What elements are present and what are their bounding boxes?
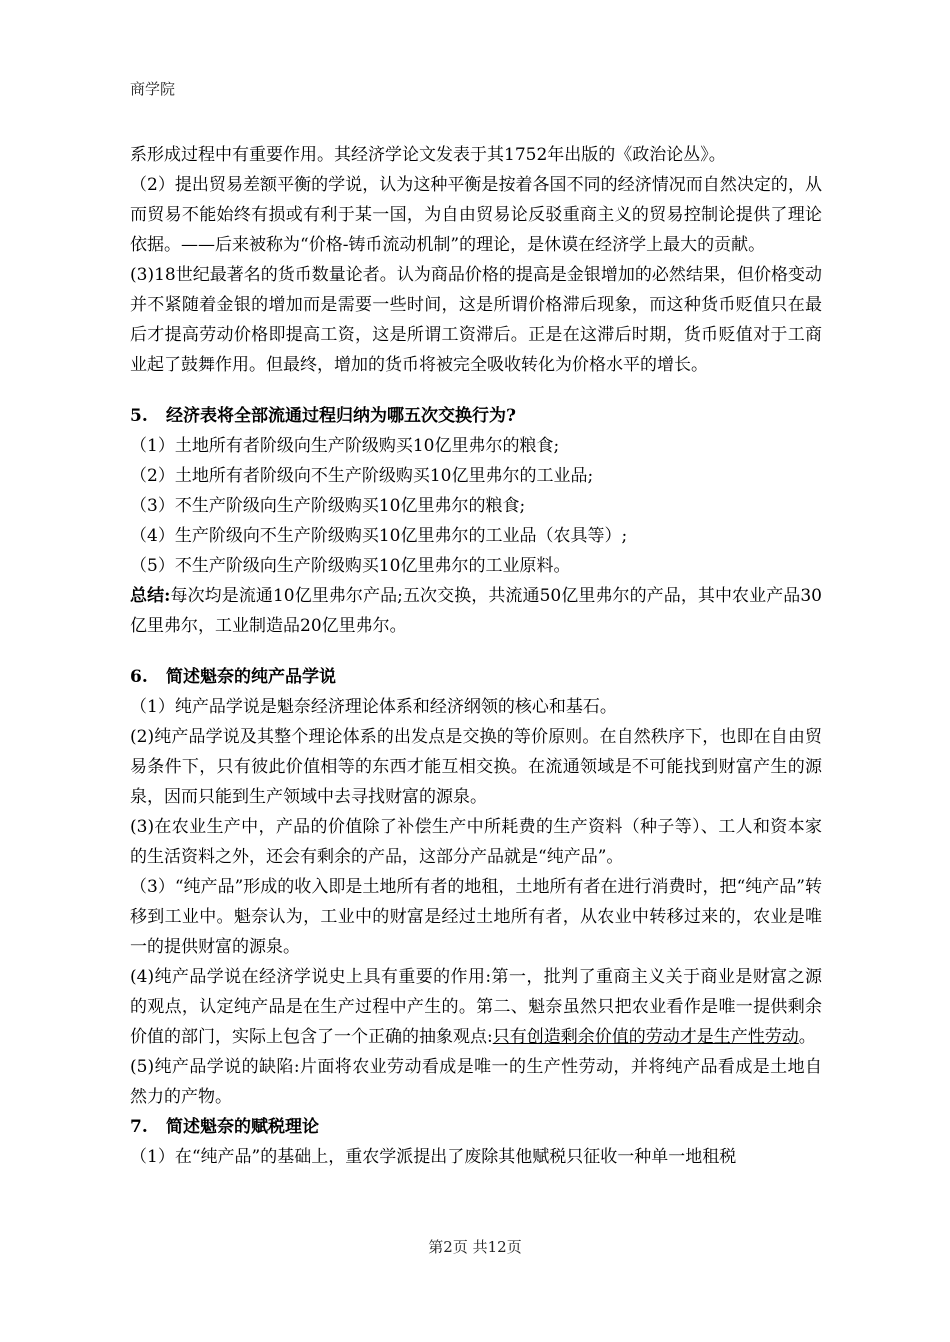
list-item: (3)在农业生产中，产品的价值除了补偿生产中所耗费的生产资料（种子等）、工人和资本家的生活资料之外，还会有剩余的产品，这部分产品就是“纯产品”。	[130, 817, 822, 867]
item-end: 。	[798, 1027, 816, 1047]
summary-label: 总结:	[130, 586, 171, 606]
list-item: (5)纯产品学说的缺陷:片面将农业劳动看成是唯一的生产性劳动，并将纯产品看成是土地自然力的产物。	[130, 1057, 822, 1107]
page-header: 商学院	[130, 80, 176, 98]
list-item: （2）土地所有者阶级向不生产阶级购买10亿里弗尔的工业品;	[130, 466, 594, 486]
list-item: （1）纯产品学说是魁奈经济理论体系和经济纲领的核心和基石。	[130, 697, 617, 717]
paragraph: (3)18世纪最著名的货币数量论者。认为商品价格的提高是金银增加的必然结果，但价格变动并不紧随着金银的增加而是需要一些时间，这是所谓价格滞后现象，而这种货币贬值只在最后才提高劳动价格即提高工资，这是所谓工资滞后。正是在这滞后时期，货币贬值对于工商业起了鼓舞作用。但最终，增加的货币将被完全吸收转化为价格水平的增长。	[130, 265, 822, 375]
paragraph: 系形成过程中有重要作用。其经济学论文发表于其1752年出版的《政治论丛》。	[130, 145, 726, 165]
list-item: （1）在“纯产品”的基础上，重农学派提出了废除其他赋税只征收一种单一地租税	[130, 1147, 737, 1167]
summary-paragraph	[130, 581, 822, 641]
section-heading-6	[130, 662, 822, 692]
list-item: （5）不生产阶级向生产阶级购买10亿里弗尔的工业原料。	[130, 556, 571, 576]
item-text: (4)纯产品学说在经济学说史上具有重要的作用:第一，批判了重商主义关于商业是财富之源的观点，认定纯产品是在生产过程中产生的。第二、魁奈虽然只把农业看作是唯一提供剩余价值的部门，实际上包含了一个正确的抽象观点:	[130, 967, 822, 1047]
paragraph: （2）提出贸易差额平衡的学说，认为这种平衡是按着各国不同的经济情况而自然决定的，从而贸易不能始终有损或有利于某一国，为自由贸易论反驳重商主义的贸易控制论提供了理论依据。——后来被称为“价格-铸币流动机制”的理论，是休谟在经济学上最大的贡献。	[130, 175, 822, 255]
spacer	[130, 641, 822, 662]
list-item: （4）生产阶级向不生产阶级购买10亿里弗尔的工业品（农具等）;	[130, 526, 628, 546]
section-title: 经济表将全部流通过程归纳为哪五次交换行为?	[166, 406, 516, 426]
list-item	[130, 962, 822, 1052]
section-title: 简述魁奈的赋税理论	[166, 1117, 319, 1137]
section-number: 7.	[130, 1117, 148, 1137]
summary-text: 每次均是流通10亿里弗尔产品;五次交换，共流通50亿里弗尔的产品，其中农业产品30亿里弗尔，工业制造品20亿里弗尔。	[130, 586, 822, 636]
document-body	[130, 140, 822, 1172]
section-number: 5.	[130, 406, 148, 426]
list-item: （3）不生产阶级向生产阶级购买10亿里弗尔的粮食;	[130, 496, 526, 516]
section-title: 简述魁奈的纯产品学说	[166, 667, 336, 687]
underlined-text: 只有创造剩余价值的劳动才是生产性劳动	[492, 1027, 799, 1047]
section-heading-7	[130, 1112, 822, 1142]
list-item: （3）“纯产品”形成的收入即是土地所有者的地租，土地所有者在进行消费时，把“纯产品”转移到工业中。魁奈认为，工业中的财富是经过土地所有者，从农业中转移过来的，农业是唯一的提供财富的源泉。	[130, 877, 822, 957]
section-number: 6.	[130, 667, 148, 687]
page-footer: 第2页 共12页	[428, 1238, 522, 1256]
spacer	[130, 380, 822, 401]
list-item: (2)纯产品学说及其整个理论体系的出发点是交换的等价原则。在自然秩序下，也即在自由贸易条件下，只有彼此价值相等的东西才能互相交换。在流通领域是不可能找到财富产生的源泉，因而只能到生产领域中去寻找财富的源泉。	[130, 727, 822, 807]
section-heading-5	[130, 401, 822, 431]
list-item: （1）土地所有者阶级向生产阶级购买10亿里弗尔的粮食;	[130, 436, 560, 456]
